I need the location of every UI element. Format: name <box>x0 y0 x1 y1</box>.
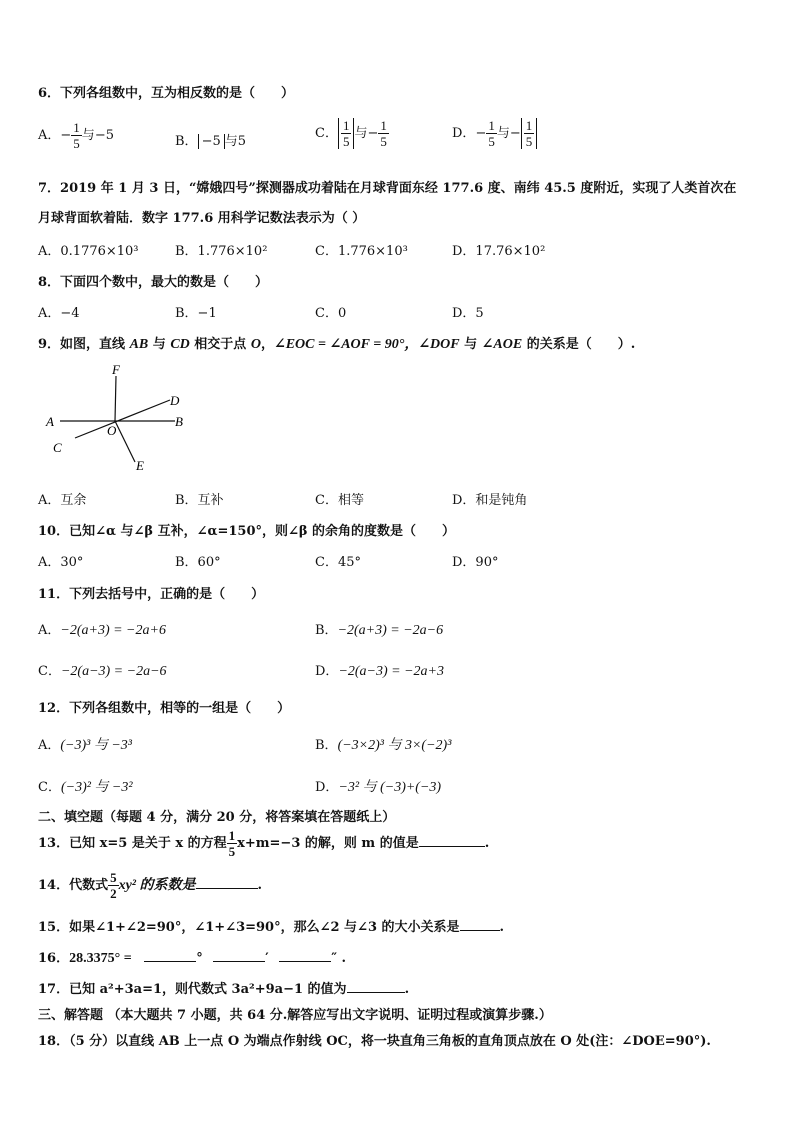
question-11-stem: 11．下列去括号中，正确的是（ ） <box>38 587 265 602</box>
q13-answer-blank[interactable] <box>419 846 485 847</box>
question-15: 15．如果∠1+∠2=90°，∠1+∠3=90°，那么∠2 与∠3 的大小关系是 . <box>38 920 505 935</box>
q9-figure <box>40 362 200 474</box>
q9-option-d: D．和是钝角 <box>452 493 528 508</box>
label-d: D <box>170 393 180 408</box>
q9-option-c: C．相等 <box>315 493 364 508</box>
question-7-stem-line2: 月球背面软着陆．数字 177.6 用科学记数法表示为（ ） <box>38 211 366 226</box>
q10-option-a: A．30° <box>38 555 84 570</box>
q10-option-b: B．60° <box>175 555 221 570</box>
ray-oe <box>115 421 135 462</box>
label-b: B <box>175 414 183 429</box>
q8-option-c: C．0 <box>315 306 347 321</box>
q9-option-a: A．互余 <box>38 493 87 508</box>
q9-option-b: B．互补 <box>175 493 224 508</box>
q12-option-d: D．−3² 与 (−3)+(−3) <box>315 780 442 795</box>
q11-option-c: C．−2(a−3) = −2a−6 <box>38 664 167 679</box>
ray-of <box>115 376 116 421</box>
q10-option-d: D．90° <box>452 555 499 570</box>
question-16: 16．28.3375° = ° ′ ″ . <box>38 951 347 966</box>
question-14: 14．代数式 $\frac{5}{2}$ xy² 的系数是 . <box>38 870 263 901</box>
q7-option-c: C．1.776×10³ <box>315 244 408 259</box>
question-6-stem: 6．下列各组数中，互为相反数的是（ ） <box>38 86 295 101</box>
question-8-stem: 8．下面四个数中，最大的数是（ ） <box>38 275 269 290</box>
q8-option-a: A．−4 <box>38 306 80 321</box>
q17-answer-blank[interactable] <box>347 992 405 993</box>
label-f: F <box>112 362 120 377</box>
section-3-heading: 三、解答题 （本大题共 7 小题，共 64 分.解答应写出文字说明、证明过程或演算步骤.） <box>38 1008 552 1023</box>
question-18: 18．（5 分）以直线 AB 上一点 O 为端点作射线 OC，将一块直角三角板的直角顶点放在 O 处(注：∠DOE=90°). <box>38 1034 711 1049</box>
question-10-stem: 10．已知∠α 与∠β 互补，∠α=150°，则∠β 的余角的度数是（ ） <box>38 524 456 539</box>
question-9-stem: 9．如图，直线 AB 与 CD 相交于点 O，∠EOC = ∠AOF = 90°，∠DOF 与 ∠AOE 的关系是（ ）. <box>38 337 636 352</box>
q12-option-c: C．(−3)² 与 −3² <box>38 780 133 795</box>
q8-option-b: B．−1 <box>175 306 217 321</box>
q6-option-b: B． −5 与5 <box>175 134 247 149</box>
question-12-stem: 12．下列各组数中，相等的一组是（ ） <box>38 701 291 716</box>
label-c: C <box>53 440 62 455</box>
q8-option-d: D．5 <box>452 306 484 321</box>
question-7-stem-line1: 7．2019 年 1 月 3 日，“嫦娥四号”探测器成功着陆在月球背面东经 177.6 度、南纬 45.5 度附近，实现了人类首次在 <box>38 181 737 196</box>
q12-option-b: B．(−3×2)³ 与 3×(−2)³ <box>315 738 452 753</box>
q11-option-a: A．−2(a+3) = −2a+6 <box>38 623 166 638</box>
q6-option-c: C． $\frac{1}{5}$ 与− $\frac{1}{5}$ <box>315 118 387 149</box>
question-17: 17．已知 a²+3a=1，则代数式 3a²+9a−1 的值为 . <box>38 982 410 997</box>
q7-option-a: A．0.1776×10³ <box>38 244 139 259</box>
section-2-heading: 二、填空题（每题 4 分，满分 20 分，将答案填在答题纸上） <box>38 810 396 825</box>
q14-answer-blank[interactable] <box>196 888 258 889</box>
q11-option-d: D．−2(a−3) = −2a+3 <box>315 664 444 679</box>
label-a: A <box>46 414 54 429</box>
q16-second-blank[interactable] <box>279 961 331 962</box>
q16-degree-blank[interactable] <box>144 961 196 962</box>
q10-option-c: C．45° <box>315 555 361 570</box>
label-o: O <box>107 423 117 438</box>
q7-option-d: D．17.76×10² <box>452 244 546 259</box>
q6-option-d: D．− $\frac{1}{5}$ 与− $\frac{1}{5}$ <box>452 118 537 149</box>
q12-option-a: A．(−3)³ 与 −3³ <box>38 738 133 753</box>
q7-option-b: B．1.776×10² <box>175 244 268 259</box>
label-e: E <box>136 458 144 473</box>
q15-answer-blank[interactable] <box>460 930 500 931</box>
question-13: 13．已知 x=5 是关于 x 的方程 $\frac{1}{5}$ x+m=−3 的解，则 m 的值是 . <box>38 828 490 859</box>
q11-option-b: B．−2(a+3) = −2a−6 <box>315 623 444 638</box>
line-cd <box>75 400 170 438</box>
q16-minute-blank[interactable] <box>213 961 265 962</box>
q6-option-a: A．− $\frac{1}{5}$ 与−5 <box>38 120 114 151</box>
